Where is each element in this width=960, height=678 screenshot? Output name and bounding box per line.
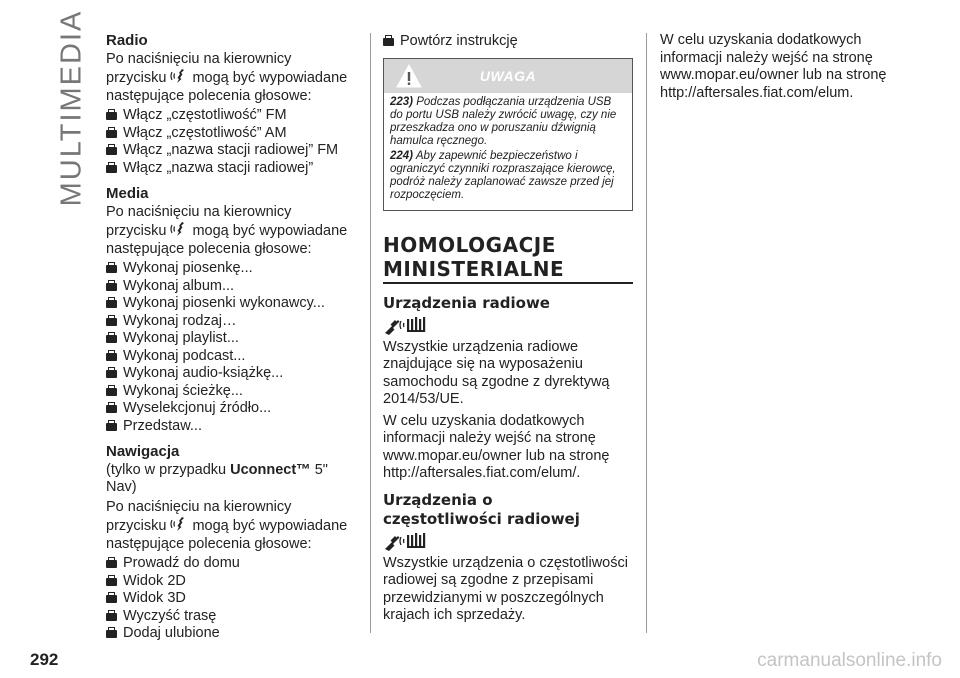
list-item — [106, 295, 356, 313]
list-item — [106, 278, 356, 296]
list-item — [106, 608, 356, 626]
list-item-text: Prowadź do domu — [123, 555, 240, 571]
navigation-command-list — [106, 555, 356, 643]
column-1 — [106, 32, 356, 643]
list-item — [383, 33, 633, 51]
intro-text: przycisku — [106, 70, 167, 86]
radio-devices-info: W celu uzyskania dodatkowych informacji należy wejść na stronę www.mopar.eu/owner lub na stronę http://aftersales.fiat.com/elum/. — [383, 412, 610, 481]
list-item — [106, 260, 356, 278]
homologation-icon — [383, 531, 431, 551]
voice-command-icon — [169, 68, 189, 84]
list-item — [106, 590, 356, 608]
column-2 — [383, 32, 633, 627]
media-command-list — [106, 260, 356, 435]
rf-devices-section — [383, 491, 633, 625]
bullet-icon — [106, 147, 117, 155]
navigation-title: Nawigacja — [106, 443, 180, 460]
bullet-icon — [106, 405, 117, 413]
navigation-command-list-continued — [383, 33, 633, 51]
warning-note — [390, 150, 624, 202]
media-title: Media — [106, 185, 149, 202]
bullet-icon — [383, 38, 394, 46]
bullet-icon — [106, 388, 117, 396]
intro-text: następujące polecenia głosowe: — [106, 240, 312, 257]
intro-text: mogą być wypowiadane — [192, 223, 348, 239]
list-item-text: Wykonaj piosenkę... — [123, 260, 253, 276]
intro-text: Po naciśnięciu na kierownicy — [106, 498, 292, 515]
note-text: Nav) — [106, 479, 137, 495]
voice-command-icon — [169, 516, 189, 532]
list-item — [106, 555, 356, 573]
navigation-intro — [106, 499, 356, 554]
bullet-icon — [106, 353, 117, 361]
bullet-icon — [106, 370, 117, 378]
list-item — [106, 313, 356, 331]
intro-text: następujące polecenia głosowe: — [106, 535, 312, 552]
intro-text: przycisku — [106, 223, 167, 239]
list-item — [106, 330, 356, 348]
bullet-icon — [106, 283, 117, 291]
radio-devices-text: Wszystkie urządzenia radiowe znajdujące się na wyposażeniu samochodu są zgodne z dyrektywą 2014/53/UE. — [383, 338, 610, 407]
list-item — [106, 125, 356, 143]
navigation-note — [106, 462, 356, 497]
list-item — [106, 383, 356, 401]
intro-text: Po naciśnięciu na kierownicy — [106, 203, 292, 220]
list-item-text: Wykonaj album... — [123, 277, 235, 294]
additional-info-text: W celu uzyskania dodatkowych informacji należy wejść na stronę www.mopar.eu/owner lub na stronę http://aftersales.fiat.com/elum. — [660, 32, 887, 101]
bullet-icon — [106, 613, 117, 621]
list-item — [106, 365, 356, 383]
list-item — [106, 418, 356, 436]
voice-command-icon — [169, 221, 189, 237]
heading-line: HOMOLOGACJE — [383, 232, 556, 257]
list-item — [106, 160, 356, 178]
intro-text: mogą być wypowiadane — [192, 70, 348, 86]
page-number: 292 — [30, 650, 59, 669]
radio-devices-title: Urządzenia radiowe — [383, 293, 550, 312]
list-item — [106, 573, 356, 591]
list-item — [106, 400, 356, 418]
warning-box — [383, 58, 633, 211]
list-item — [106, 142, 356, 160]
column-divider — [370, 33, 371, 633]
bullet-icon — [106, 560, 117, 568]
bullet-icon — [106, 112, 117, 120]
bullet-icon — [106, 318, 117, 326]
list-item-text: Wyczyść trasę — [123, 607, 217, 624]
radio-title: Radio — [106, 32, 148, 49]
intro-text: następujące polecenia głosowe: — [106, 87, 312, 104]
bullet-icon — [106, 578, 117, 586]
list-item-text: Przedstaw... — [123, 417, 202, 434]
rf-devices-text: Wszystkie urządzenia o częstotliwości radiowej są zgodne z przepisami przewidzianymi w poszczególnych krajach ich sprzedaży. — [383, 554, 628, 623]
list-item-text: Wykonaj piosenki wykonawcy... — [123, 295, 325, 311]
list-item-text: Wykonaj audio-książkę... — [123, 365, 284, 381]
radio-intro — [106, 51, 356, 106]
note-number: 224) — [390, 149, 414, 162]
homologation-icon — [383, 315, 431, 335]
note-text: Aby zapewnić bezpieczeństwo i ograniczyć czynniki rozpraszające kierowcę, podróż należy zaplanować zawsze przed jej rozpoczęciem. — [390, 149, 616, 201]
list-item-text: Widok 3D — [123, 590, 186, 606]
intro-text: przycisku — [106, 518, 167, 534]
column-3 — [660, 32, 910, 104]
list-item-text: Włącz „nazwa stacji radiowej” FM — [123, 142, 339, 158]
radio-section — [106, 32, 356, 177]
list-item-text: Wykonaj ścieżkę... — [123, 382, 243, 399]
warning-body — [384, 93, 632, 210]
rf-devices-title — [383, 491, 633, 529]
note-text: (tylko w przypadku — [106, 461, 227, 478]
title-line: częstotliwości radiowej — [383, 509, 580, 528]
note-text: 5" — [314, 461, 328, 478]
media-intro — [106, 204, 356, 259]
radio-devices-section — [383, 294, 633, 483]
list-item-text: Włącz „częstotliwość” AM — [123, 124, 287, 141]
intro-text: mogą być wypowiadane — [192, 518, 348, 534]
column-divider — [646, 33, 647, 633]
section-tab-label: MULTIMEDIA — [55, 9, 88, 207]
list-item-text: Powtórz instrukcję — [400, 33, 518, 49]
bullet-icon — [106, 300, 117, 308]
list-item — [106, 625, 356, 643]
warning-note — [390, 96, 624, 148]
watermark: carmanualsonline.info — [757, 650, 942, 671]
warning-header — [384, 59, 632, 93]
bullet-icon — [106, 423, 117, 431]
list-item-text: Dodaj ulubione — [123, 625, 220, 641]
list-item-text: Wykonaj playlist... — [123, 330, 239, 346]
list-item-text: Wykonaj rodzaj… — [123, 312, 237, 329]
intro-text: Po naciśnięciu na kierownicy — [106, 50, 292, 67]
title-line: Urządzenia o — [383, 490, 493, 509]
list-item — [106, 348, 356, 366]
list-item-text: Wyselekcjonuj źródło... — [123, 400, 272, 416]
heading-underline — [383, 282, 633, 284]
heading-line: MINISTERIALNE — [383, 256, 565, 281]
warning-title: UWAGA — [479, 67, 537, 84]
radio-command-list — [106, 107, 356, 177]
list-item-text: Włącz „częstotliwość” FM — [123, 107, 287, 123]
bullet-icon — [106, 335, 117, 343]
note-number: 223) — [390, 95, 414, 108]
bullet-icon — [106, 630, 117, 638]
note-product: Uconnect™ — [230, 461, 311, 478]
note-text: Podczas podłączania urządzenia USB do portu USB należy zwrócić uwagę, czy nie przeszkadza ono w poruszaniu dźwignią hamulca ręcznego. — [390, 95, 617, 147]
section-heading — [383, 233, 633, 281]
section-tab — [52, 9, 92, 207]
bullet-icon — [106, 595, 117, 603]
bullet-icon — [106, 165, 117, 173]
list-item-text: Wykonaj podcast... — [123, 347, 246, 364]
list-item — [106, 107, 356, 125]
bullet-icon — [106, 130, 117, 138]
bullet-icon — [106, 265, 117, 273]
list-item-text: Widok 2D — [123, 572, 186, 589]
media-section — [106, 185, 356, 435]
navigation-section — [106, 443, 356, 643]
list-item-text: Włącz „nazwa stacji radiowej” — [123, 159, 314, 176]
